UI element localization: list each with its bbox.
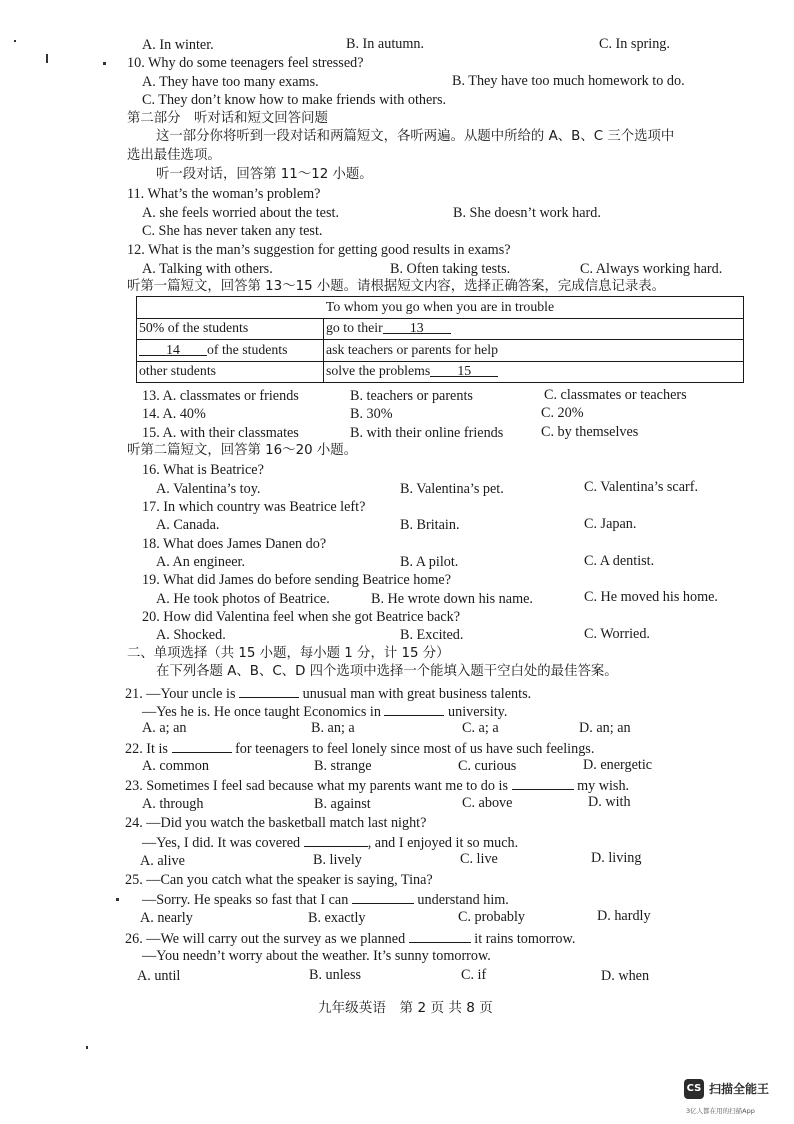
option-c: C. above — [462, 795, 513, 811]
question-stem: 12. What is the man’s suggestion for getting good results in exams? — [127, 242, 511, 258]
answer-blank[interactable]: 13 — [383, 319, 451, 334]
option-b: B. unless — [309, 967, 362, 983]
option-b: B. teachers or parents — [350, 388, 473, 404]
option-b: B. A pilot. — [400, 554, 459, 570]
stem-text: —Yes, I did. It was covered — [142, 835, 301, 851]
scan-speck — [103, 62, 106, 65]
option-c: C. Japan. — [584, 516, 637, 532]
option-b: B. She doesn’t work hard. — [453, 205, 601, 221]
question-stem: 17. In which country was Beatrice left? — [142, 499, 366, 515]
section-heading: 二、单项选择（共 15 小题，每小题 1 分，计 15 分） — [127, 646, 450, 661]
option-a: A. alive — [140, 853, 185, 869]
question-stem: 19. What did James do before sending Beatrice home? — [142, 572, 452, 588]
option-c: C. They don’t know how to make friends with others. — [142, 92, 447, 108]
option-c: C. if — [461, 967, 487, 983]
stem-text: understand him. — [417, 892, 509, 908]
option-d: D. living — [591, 850, 642, 866]
answer-blank[interactable] — [384, 701, 444, 716]
option-b: B. In autumn. — [346, 36, 425, 52]
stem-text: my wish. — [577, 778, 630, 794]
question-stem: 20. How did Valentina feel when she got Beatrice back? — [142, 609, 461, 625]
option-a: A. Talking with others. — [142, 261, 273, 277]
question-stem: 24. —Did you watch the basketball match last night? — [125, 815, 427, 831]
option-c: C. curious — [458, 758, 517, 774]
option-a: A. In winter. — [142, 37, 214, 53]
cell-text: other students — [139, 363, 217, 379]
table-cell — [137, 318, 324, 340]
option-a: A. They have too many exams. — [142, 74, 319, 90]
option-c: C. live — [460, 851, 498, 867]
option-b: B. with their online friends — [350, 425, 504, 441]
option-b: B. lively — [313, 852, 362, 868]
answer-blank[interactable]: 15 — [430, 362, 498, 377]
option-a: 15. A. with their classmates — [142, 425, 299, 441]
option-c: C. He moved his home. — [584, 589, 718, 605]
stem-text: 23. Sometimes I feel sad because what my parents want me to do is — [125, 778, 508, 794]
cell-text: of the students — [207, 341, 288, 357]
scan-speck — [86, 1046, 88, 1049]
question-stem: 16. What is Beatrice? — [142, 462, 264, 478]
stem-text: 26. —We will carry out the survey as we planned — [125, 931, 406, 947]
stem-text: 22. It is — [125, 741, 168, 757]
scanner-tagline: 3亿人都在用的扫描App — [686, 1107, 755, 1115]
option-b: B. 30% — [350, 406, 393, 422]
page-footer: 九年级英语 第 2 页 共 8 页 — [318, 1000, 493, 1016]
option-a: A. through — [142, 796, 204, 812]
option-b: B. Valentina’s pet. — [400, 481, 504, 497]
answer-blank[interactable] — [172, 738, 232, 753]
answer-blank[interactable] — [352, 889, 414, 904]
table-cell — [137, 361, 324, 383]
option-b: B. They have too much homework to do. — [452, 73, 685, 89]
listening-note: 听一段对话，回答第 11～12 小题。 — [156, 167, 373, 182]
stem-text: , and I enjoyed it so much. — [367, 835, 519, 851]
question-stem: 11. What’s the woman’s problem? — [127, 186, 321, 202]
question-stem: 25. —Can you catch what the speaker is saying, Tina? — [125, 872, 433, 888]
option-b: B. against — [314, 796, 371, 812]
dialog-line — [142, 889, 509, 910]
stem-text: university. — [448, 704, 508, 720]
table-row — [137, 318, 744, 340]
option-a: A. nearly — [140, 910, 193, 926]
option-c: C. probably — [458, 909, 525, 925]
answer-blank[interactable]: 14 — [139, 341, 207, 356]
option-b: B. an; a — [311, 720, 355, 736]
stem-text: —Sorry. He speaks so fast that I can — [142, 892, 349, 908]
answer-blank[interactable] — [239, 683, 299, 698]
option-a: A. a; an — [142, 720, 187, 736]
stem-text: unusual man with great business talents. — [302, 686, 532, 702]
option-a: A. Shocked. — [156, 627, 226, 643]
section-instructions: 选出最佳选项。 — [127, 148, 221, 163]
question-stem — [125, 928, 575, 949]
option-c: C. 20% — [541, 405, 584, 421]
answer-blank[interactable] — [304, 832, 368, 847]
stem-text: for teenagers to feel lonely since most of us have such feelings. — [235, 741, 595, 757]
table-cell — [324, 361, 744, 383]
option-a: 13. A. classmates or friends — [142, 388, 299, 404]
option-a: A. common — [142, 758, 209, 774]
option-c: C. Worried. — [584, 626, 650, 642]
table-row — [137, 340, 744, 362]
option-b: B. strange — [314, 758, 372, 774]
option-a: 14. A. 40% — [142, 406, 206, 422]
section-heading: 第二部分 听对话和短文回答问题 — [127, 111, 328, 126]
table-cell — [324, 340, 744, 362]
option-c: C. by themselves — [541, 424, 639, 440]
option-a: A. she feels worried about the test. — [142, 205, 339, 221]
answer-blank[interactable] — [409, 928, 471, 943]
question-stem — [125, 775, 629, 796]
option-b: B. Britain. — [400, 517, 460, 533]
question-stem: 18. What does James Danen do? — [142, 536, 327, 552]
option-c: C. A dentist. — [584, 553, 655, 569]
option-d: D. when — [601, 968, 650, 984]
listening-note: 听第二篇短文，回答第 16～20 小题。 — [127, 443, 358, 458]
option-c: C. She has never taken any test. — [142, 223, 323, 239]
dialog-line: —You needn’t worry about the weather. It’s sunny tomorrow. — [142, 948, 491, 964]
table-cell — [324, 318, 744, 340]
option-a: A. until — [137, 968, 181, 984]
option-d: D. hardly — [597, 908, 651, 924]
option-a: A. Valentina’s toy. — [156, 481, 261, 497]
scan-speck — [116, 898, 119, 901]
cell-text: solve the problems — [326, 363, 431, 379]
option-b: B. exactly — [308, 910, 366, 926]
option-a: A. An engineer. — [156, 554, 246, 570]
section-instructions: 在下列各题 A、B、C、D 四个选项中选择一个能填入题干空白处的最佳答案。 — [156, 664, 618, 679]
question-stem — [125, 738, 594, 759]
table-row — [137, 297, 744, 319]
info-record-table — [136, 296, 744, 383]
option-a: A. He took photos of Beatrice. — [156, 591, 330, 607]
option-d: D. energetic — [583, 757, 653, 773]
camscanner-logo-icon: CS — [684, 1079, 704, 1099]
question-stem: 10. Why do some teenagers feel stressed? — [127, 55, 364, 71]
section-instructions: 这一部分你将听到一段对话和两篇短文，各听两遍。从题中所给的 A、B、C 三个选项中 — [156, 129, 675, 144]
answer-blank[interactable] — [512, 775, 574, 790]
stem-text: 21. —Your uncle is — [125, 686, 236, 702]
option-a: A. Canada. — [156, 517, 220, 533]
stem-text: it rains tomorrow. — [474, 931, 576, 947]
option-d: D. with — [588, 794, 631, 810]
scanner-name: 扫描全能王 — [709, 1082, 770, 1096]
cell-text: 50% of the students — [139, 320, 249, 336]
option-c: C. Valentina’s scarf. — [584, 479, 698, 495]
option-b: B. Often taking tests. — [390, 261, 511, 277]
option-b: B. He wrote down his name. — [371, 591, 533, 607]
stem-text: —Yes he is. He once taught Economics in — [142, 704, 381, 720]
table-cell — [137, 340, 324, 362]
option-c: C. a; a — [462, 720, 499, 736]
table-row — [137, 361, 744, 383]
cell-text: go to their — [326, 320, 383, 336]
option-c: C. Always working hard. — [580, 261, 723, 277]
listening-note: 听第一篇短文，回答第 13～15 小题。请根据短文内容，选择正确答案，完成信息记录表。 — [127, 279, 666, 294]
option-d: D. an; an — [579, 720, 631, 736]
option-c: C. classmates or teachers — [544, 387, 687, 403]
table-title: To whom you go when you are in trouble — [137, 297, 744, 319]
cell-text: ask teachers or parents for help — [326, 341, 499, 357]
option-c: C. In spring. — [599, 36, 670, 52]
scan-speck — [14, 40, 16, 42]
scan-speck — [46, 54, 48, 63]
option-b: B. Excited. — [400, 627, 464, 643]
